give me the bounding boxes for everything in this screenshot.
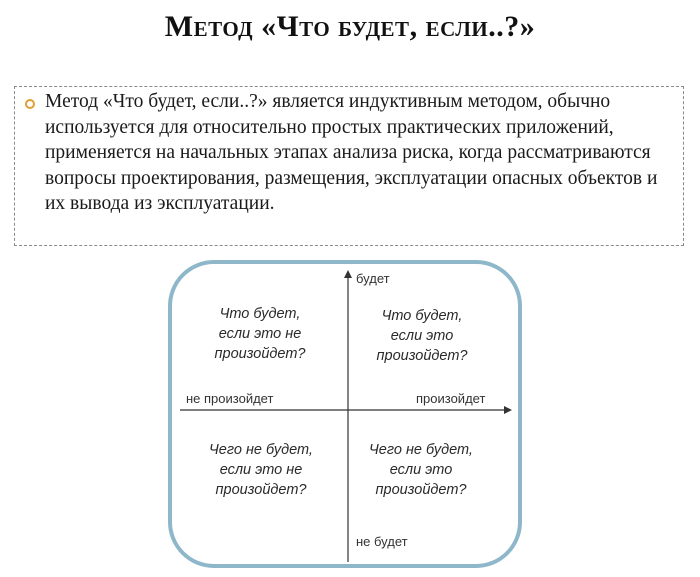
quadrant-line: произойдет? xyxy=(214,346,306,362)
quadrant-frame xyxy=(168,260,522,568)
description-box xyxy=(14,86,684,246)
quadrant-top-left xyxy=(200,304,320,364)
quadrant-bottom-left xyxy=(194,440,328,500)
axis-label-top: будет xyxy=(356,271,390,286)
bullet-icon xyxy=(25,99,35,109)
axis-label-right: произойдет xyxy=(416,391,486,406)
quadrant-line: Что будет, xyxy=(381,308,463,324)
horizontal-axis-arrow-icon xyxy=(504,406,512,414)
quadrant-line: если это xyxy=(389,462,453,478)
quadrant-line: если это xyxy=(390,328,454,344)
quadrant-line: Чего не будет, xyxy=(209,442,313,458)
quadrant-bottom-right xyxy=(354,440,488,500)
quadrant-line: если это не xyxy=(218,326,302,342)
quadrant-line: произойдет? xyxy=(376,348,468,364)
quadrant-line: Что будет, xyxy=(219,306,301,322)
vertical-axis-arrow-icon xyxy=(344,270,352,278)
slide-title: Метод «Что будет, если..?» xyxy=(164,10,536,43)
quadrant-line: если это не xyxy=(219,462,303,478)
axis-label-left: не произойдет xyxy=(186,391,274,406)
quadrant-line: Чего не будет, xyxy=(369,442,473,458)
quadrant-top-right xyxy=(362,306,482,366)
axis-label-bottom: не будет xyxy=(356,534,408,549)
quadrant-line: произойдет? xyxy=(375,482,467,498)
quadrant-line: произойдет? xyxy=(215,482,307,498)
description-text: Метод «Что будет, если..?» является индуктивным методом, обычно используется для относительно простых практических приложений, применяется на начальных этапах анализа риска, когда рассматриваются вопросы проектирования, размещения, эксплуатации опасных объектов и их вывода из эксплуатации. xyxy=(45,91,658,214)
